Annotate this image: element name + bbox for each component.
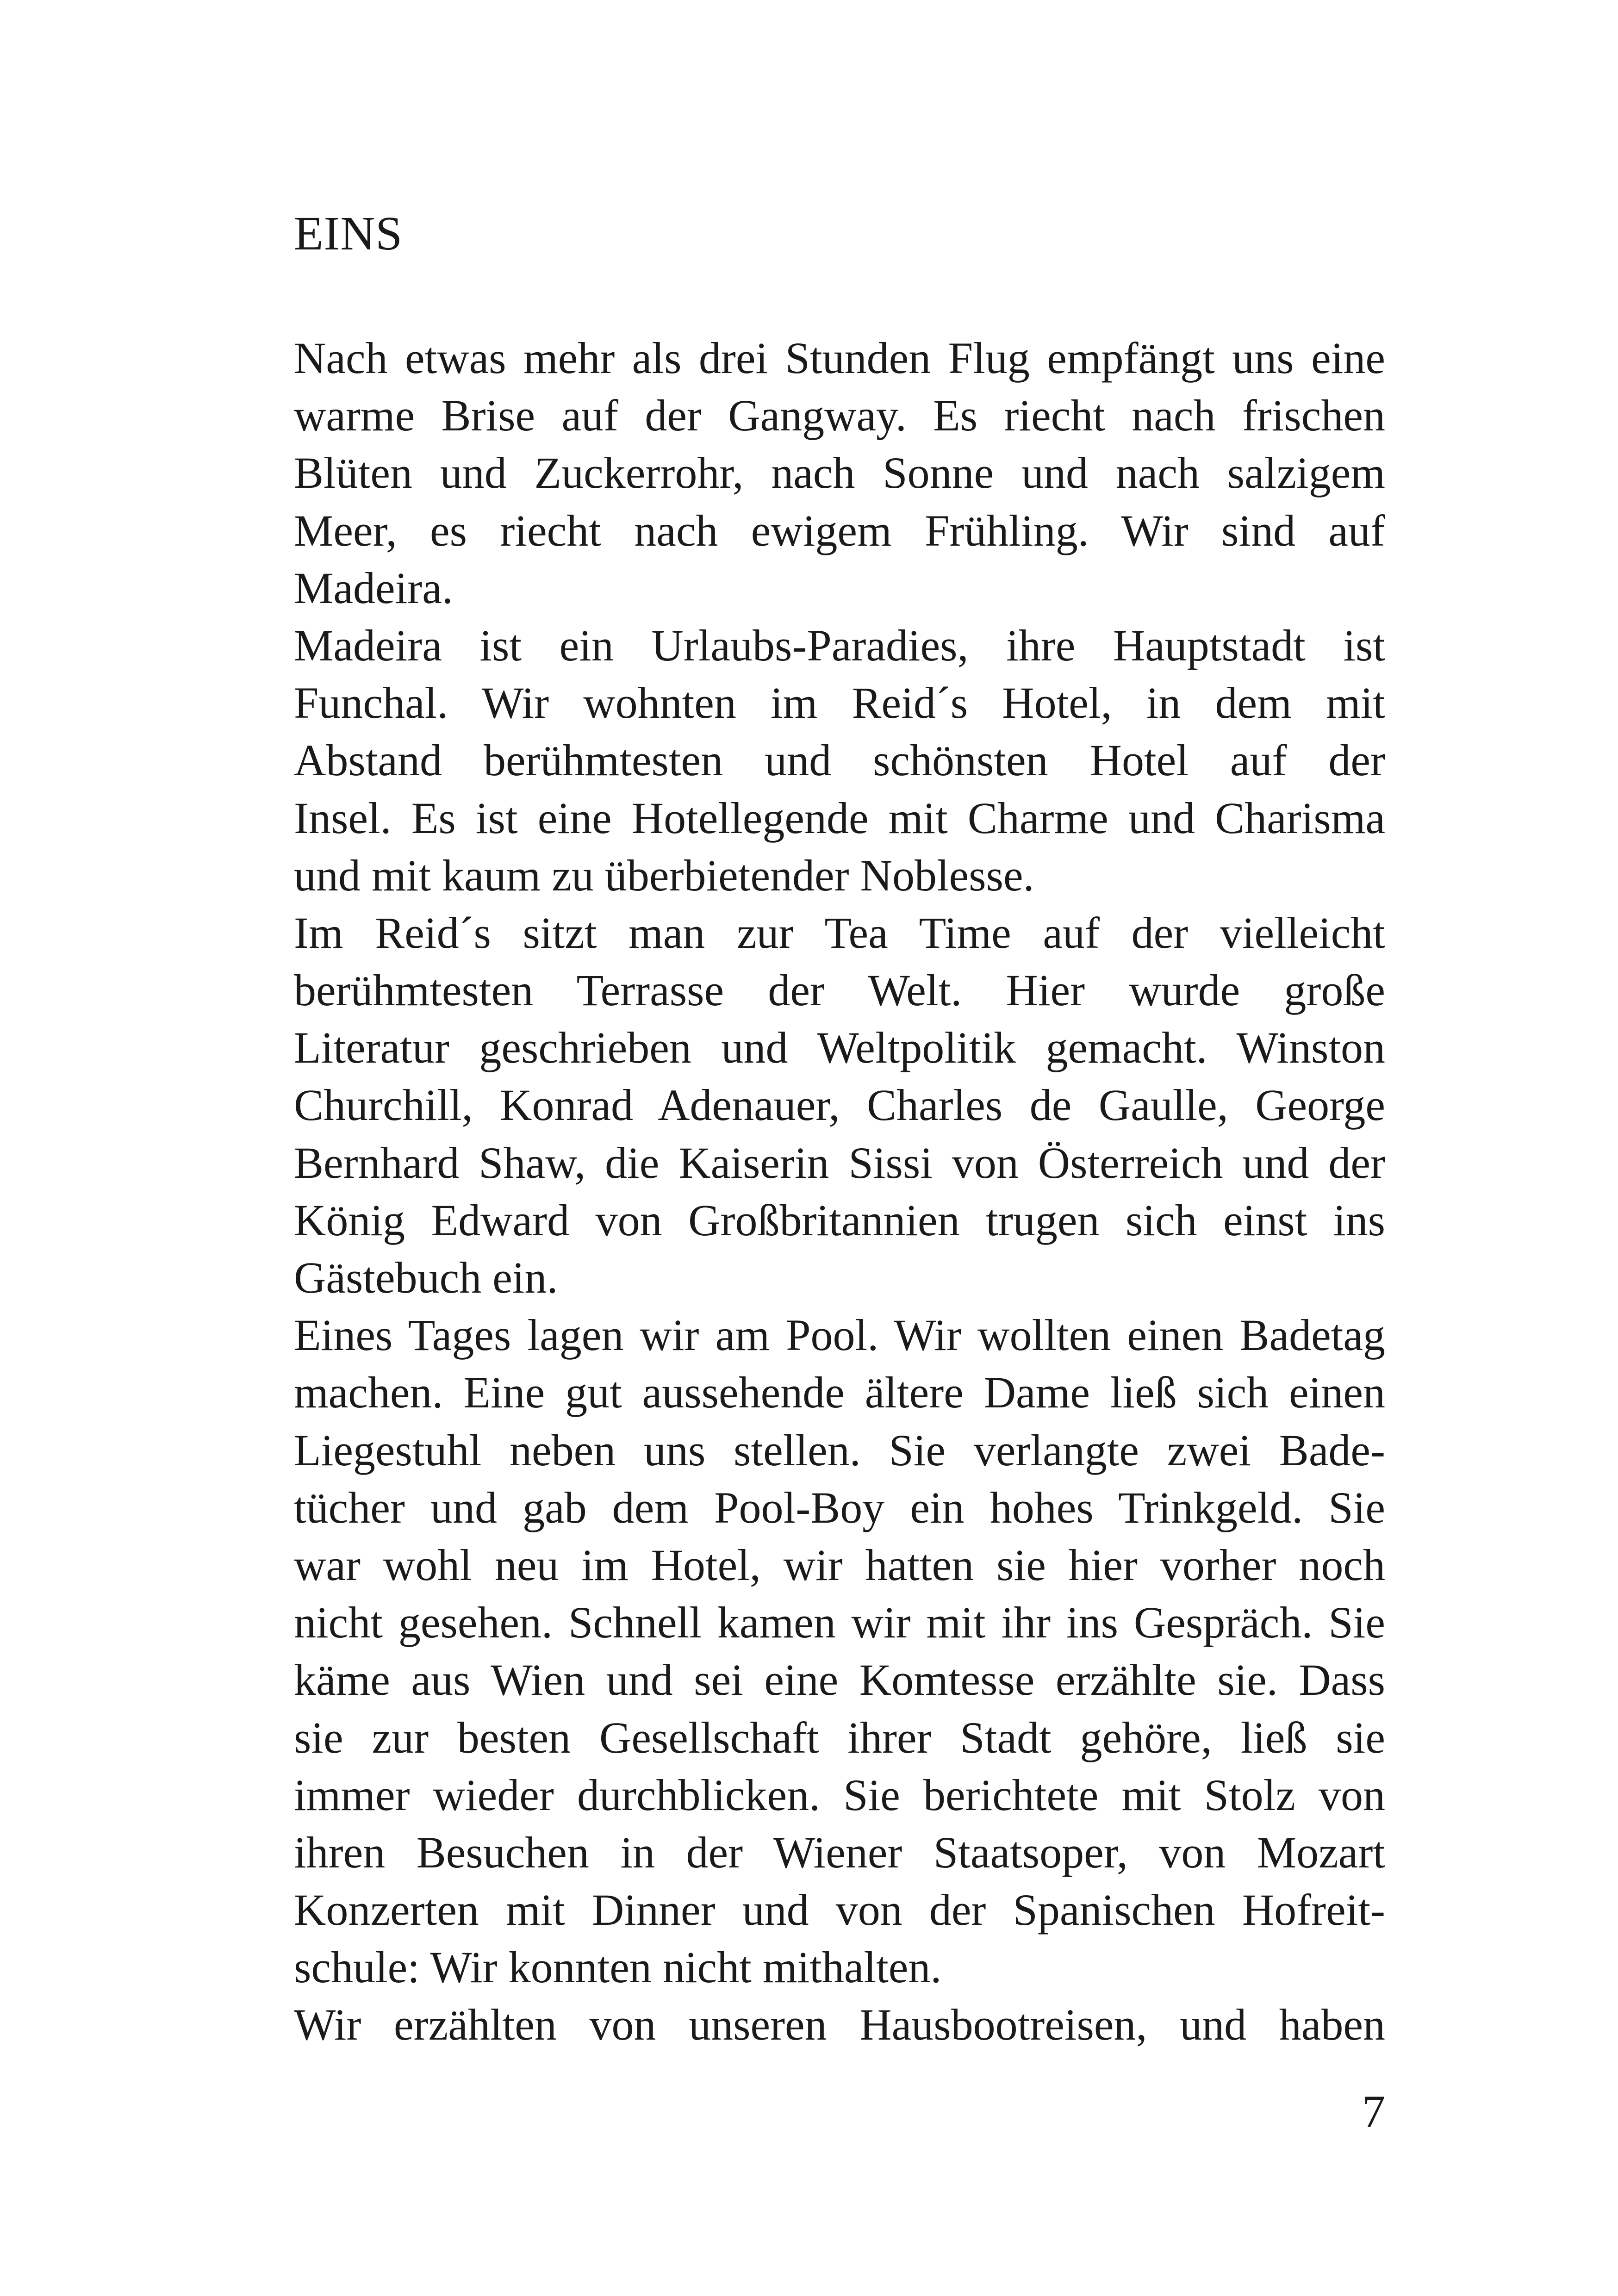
chapter-title: EINS [294,207,403,260]
text-line: Gästebuch ein. [294,1253,558,1302]
text-line: tücher und gab dem Pool-Boy ein hohes Trinkgeld. Sie [294,1482,1385,1532]
text-line: Wir erzählten von unseren Hausbootreisen, und haben [294,2000,1385,2050]
text-line: Nach etwas mehr als drei Stunden Flug empfängt uns eine [294,333,1385,383]
text-line: nicht gesehen. Schnell kamen wir mit ihr ins Gespräch. Sie [294,1598,1385,1648]
body-text [294,330,1385,2054]
text-line: Liegestuhl neben uns stellen. Sie verlangte zwei Bade- [294,1425,1385,1475]
text-line: Bernhard Shaw, die Kaiserin Sissi von Österreich und der [294,1138,1385,1188]
text-line: Funchal. Wir wohnten im Reid´s Hotel, in dem mit [294,678,1385,728]
text-line: Konzerten mit Dinner und von der Spanischen Hofreit- [294,1885,1385,1935]
text-line: Madeira. [294,563,453,613]
text-line: Blüten und Zuckerrohr, nach Sonne und nach salzigem [294,448,1385,498]
text-line: sie zur besten Gesellschaft ihrer Stadt gehöre, ließ sie [294,1712,1385,1762]
text-line: war wohl neu im Hotel, wir hatten sie hier vorher noch [294,1540,1385,1590]
text-line: und mit kaum zu überbietender Noblesse. [294,850,1034,900]
text-line: machen. Eine gut aussehende ältere Dame ließ sich einen [294,1368,1385,1418]
text-line: Eines Tages lagen wir am Pool. Wir wollten einen Badetag [294,1310,1385,1360]
text-line: König Edward von Großbritannien trugen sich einst ins [294,1195,1385,1245]
text-line: schule: Wir konnten nicht mithalten. [294,1942,942,1992]
text-line: Madeira ist ein Urlaubs-Paradies, ihre Hauptstadt ist [294,620,1385,670]
text-line: Im Reid´s sitzt man zur Tea Time auf der vielleicht [294,908,1385,958]
text-line: ihren Besuchen in der Wiener Staatsoper, von Mozart [294,1827,1385,1877]
text-line: immer wieder durchblicken. Sie berichtete mit Stolz von [294,1770,1385,1820]
text-line: käme aus Wien und sei eine Komtesse erzählte sie. Dass [294,1655,1385,1705]
text-line: Abstand berühmtesten und schönsten Hotel auf der [294,735,1385,785]
text-line: warme Brise auf der Gangway. Es riecht nach frischen [294,391,1385,441]
text-line: Meer, es riecht nach ewigem Frühling. Wir sind auf [294,505,1385,555]
text-line: Literatur geschrieben und Weltpolitik gemacht. Winston [294,1023,1385,1073]
text-line: Churchill, Konrad Adenauer, Charles de Gaulle, George [294,1080,1385,1130]
text-line: Insel. Es ist eine Hotellegende mit Charme und Charisma [294,793,1385,843]
text-line: berühmtesten Terrasse der Welt. Hier wurde große [294,965,1385,1015]
page-number: 7 [1362,2086,1385,2137]
